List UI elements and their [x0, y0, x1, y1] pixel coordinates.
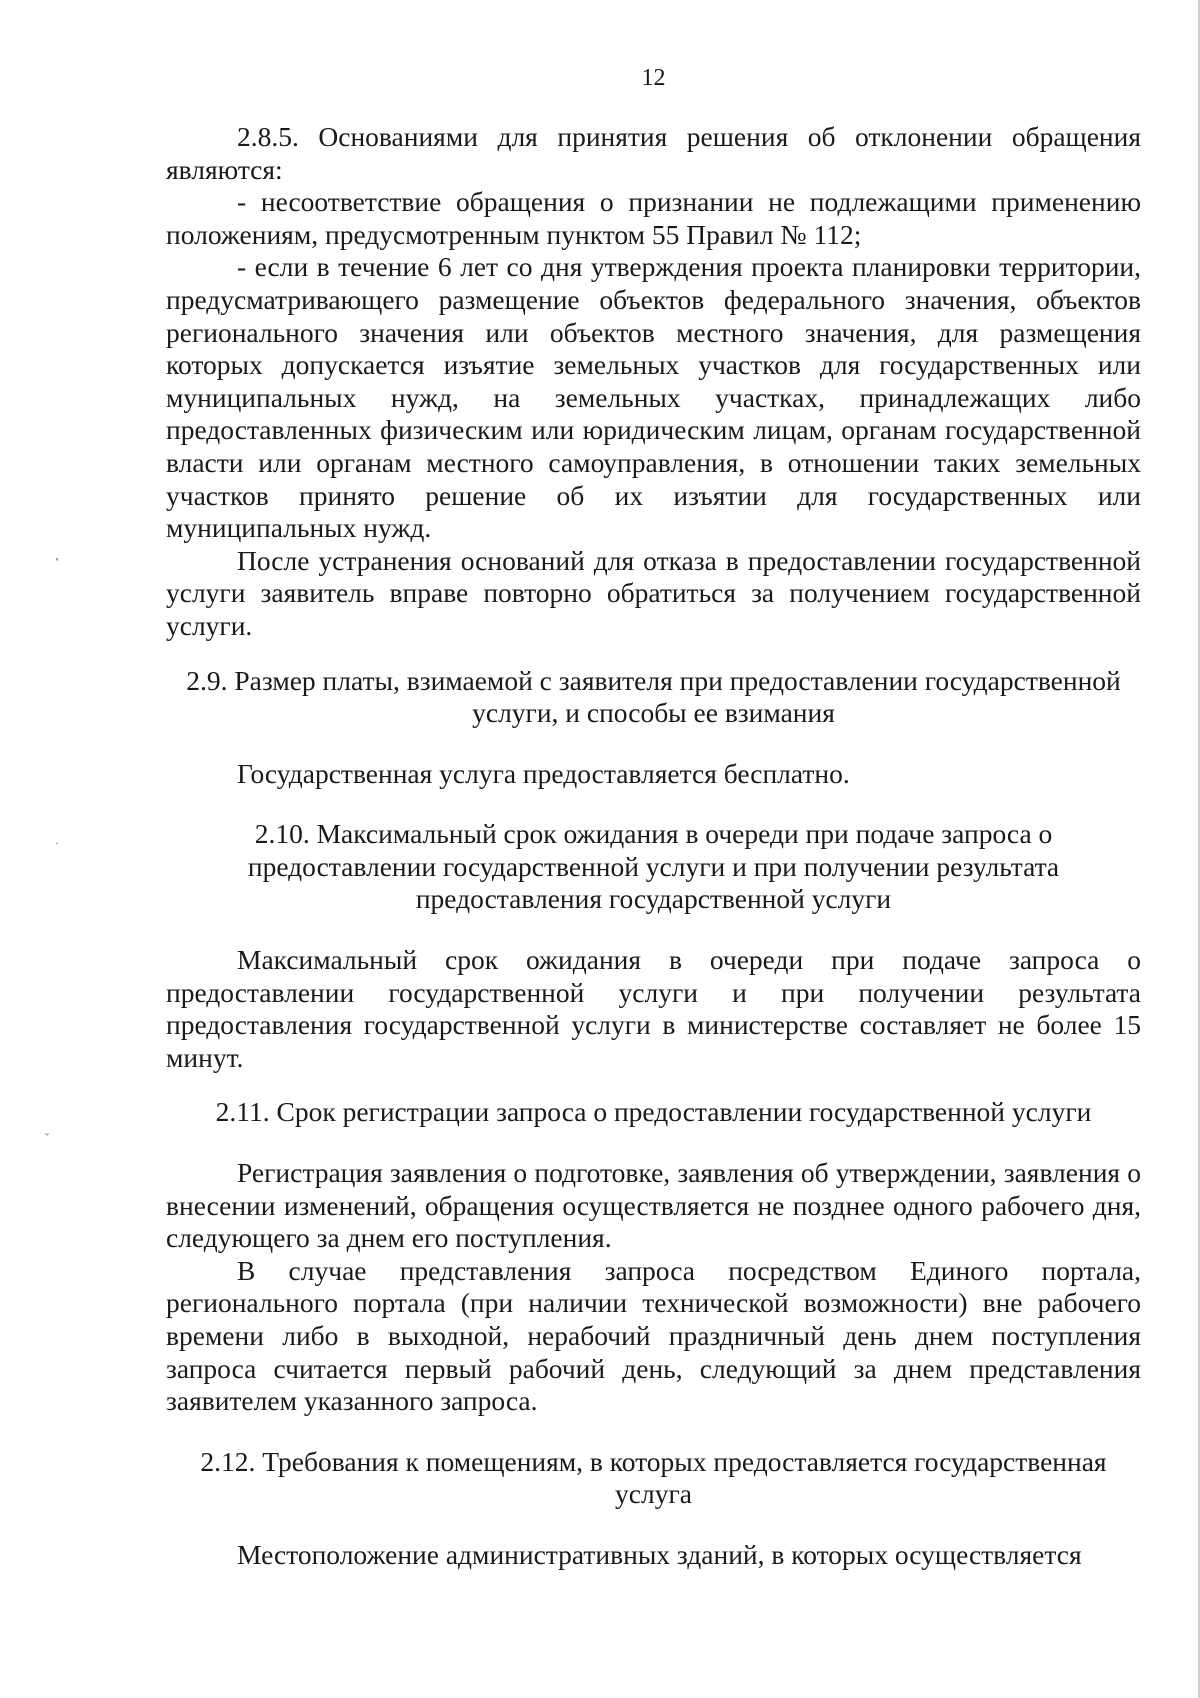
- heading-2-9: 2.9. Размер платы, взимаемой с заявителя при предоставлении государственной услуги, и способы ее взимания: [186, 664, 1121, 729]
- page-content: [166, 62, 1141, 1572]
- paragraph-2-11-2: В случае представления запроса посредством Единого портала, регионального портала (при наличии технической возможности) вне рабочего времени либо в выходной, нерабочий праздничный день днем поступления запроса считается первый рабочий день, следующий за днем представления заявителем указанного запроса.: [166, 1254, 1141, 1417]
- page-number: 12: [641, 65, 666, 91]
- paragraph-2-8-5-intro: 2.8.5. Основаниями для принятия решения об отклонении обращения являются:: [166, 121, 1141, 185]
- paragraph-2-8-5-item-1: - несоответствие обращения о признании не подлежащими применению положениям, предусмотренным пунктом 55 Правил № 112;: [166, 186, 1141, 250]
- paragraph-2-8-5-after: После устранения оснований для отказа в предоставлении государственной услуги заявитель вправе повторно обратиться за получением государственной услуги.: [166, 544, 1141, 641]
- paragraph-2-8-5-item-2: - если в течение 6 лет со дня утверждения проекта планировки территории, предусматривающего размещение объектов федерального значения, объектов регионального значения или объектов местного значения, для размещения которых допускается изъятие земельных участков для государственных или муниципальных нужд, на земельных участках, принадлежащих либо предоставленных физическим или юридическим лицам, органам государственной власти или органам местного самоуправления, в отношении таких земельных участков принято решение об их изъятии для государственных или муниципальных нужд.: [166, 251, 1141, 544]
- scan-speck: ˙: [54, 841, 60, 855]
- scan-speck: ˇ: [44, 1132, 50, 1146]
- paragraph-2-10: Максимальный срок ожидания в очереди при подаче запроса о предоставлении государственной услуги и при получении результата предоставления государственной услуги в министерстве составляет не более 15 минут.: [166, 944, 1141, 1073]
- heading-2-11: 2.11. Срок регистрации запроса о предоставлении государственной услуги: [215, 1096, 1092, 1128]
- paragraph-2-12: Местоположение административных зданий, в которых осуществляется: [237, 1538, 1082, 1570]
- paragraph-2-11-1: Регистрация заявления о подготовке, заявления об утверждении, заявления о внесении изменений, обращения осуществляется не позднее одного рабочего дня, следующего за днем его поступления.: [166, 1157, 1141, 1254]
- scan-speck: ˟: [54, 557, 60, 571]
- paragraph-2-9: Государственная услуга предоставляется бесплатно.: [237, 757, 850, 789]
- heading-2-12: 2.12. Требования к помещениям, в которых предоставляется государственная услуга: [200, 1445, 1107, 1510]
- heading-2-10: 2.10. Максимальный срок ожидания в очереди при подаче запроса о предоставлении государственной услуги и при получении результата предоставления государственной услуги: [247, 818, 1060, 915]
